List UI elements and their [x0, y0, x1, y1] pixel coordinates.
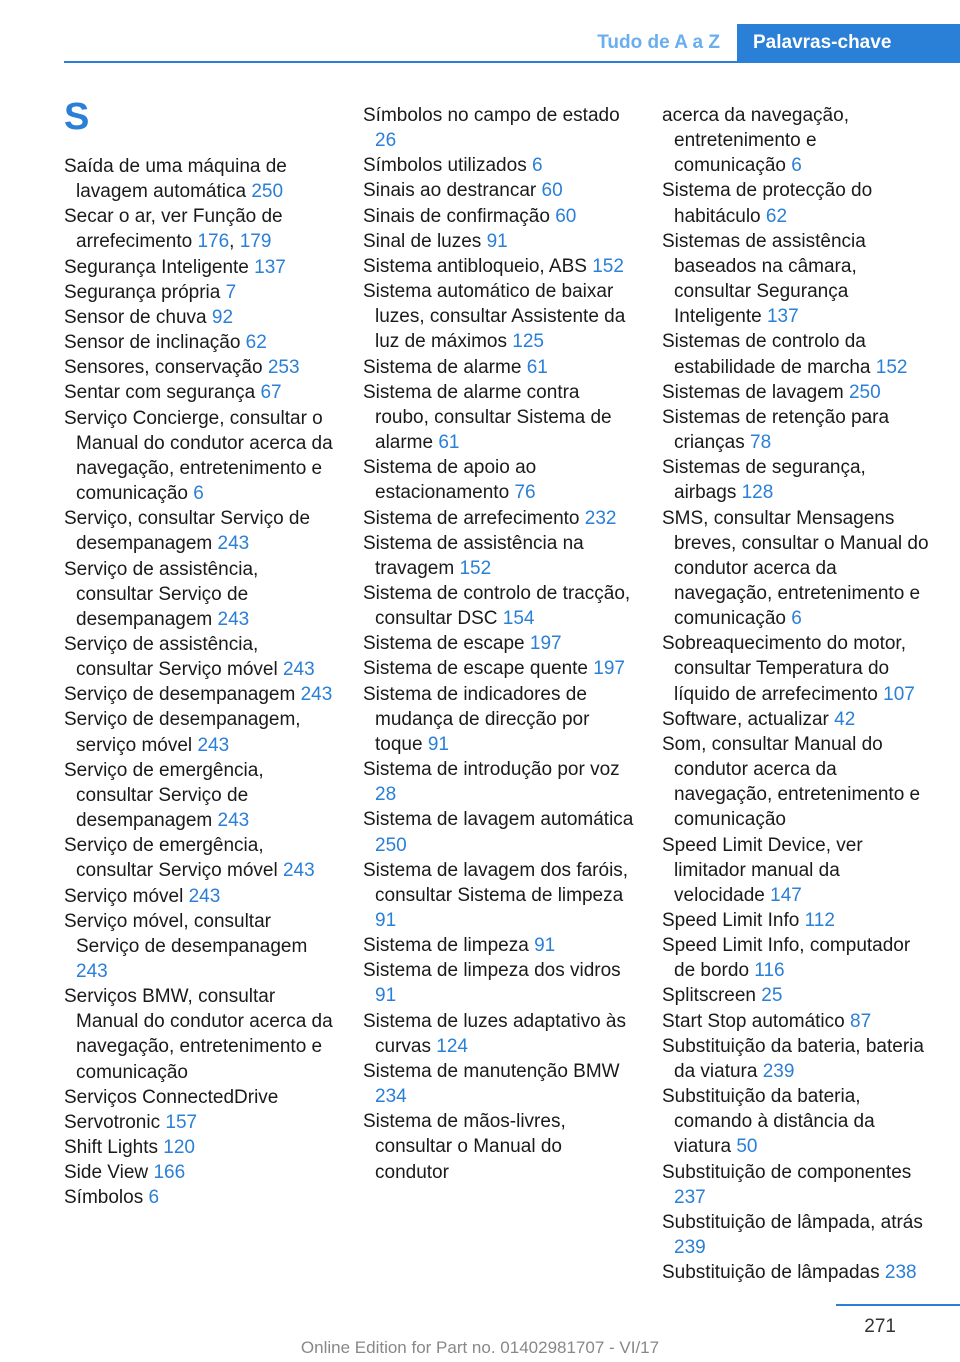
page-reference-link[interactable]: 26 [375, 130, 397, 152]
index-entry [662, 329, 930, 379]
index-term: Sistema de apoio ao estacionamento [363, 457, 537, 504]
page-reference-link[interactable]: 76 [514, 482, 536, 504]
index-term: Shift Lights [64, 1137, 158, 1159]
page-reference-link[interactable]: 60 [555, 205, 577, 227]
page-reference-link[interactable]: 6 [193, 483, 204, 505]
page-reference-link[interactable]: 176 [197, 231, 230, 253]
index-term: Substituição de lâmpada, atrás [662, 1211, 923, 1233]
page-reference-link[interactable]: 107 [883, 683, 915, 705]
index-entry [363, 1059, 635, 1109]
index-term: Sistema de manutenção BMW [363, 1060, 620, 1082]
page-reference-link[interactable]: 6 [791, 608, 802, 630]
index-term: Símbolos no campo de estado [363, 105, 620, 126]
index-entry [662, 707, 930, 732]
page-reference-link[interactable]: 232 [584, 507, 617, 529]
page-reference-link[interactable]: 125 [512, 331, 544, 353]
index-entry [662, 1084, 930, 1159]
section-letter: S [64, 96, 90, 138]
index-term: Sensor de inclinação [64, 332, 241, 354]
page-reference-link[interactable]: 42 [834, 708, 856, 730]
index-term: Speed Limit Info, computador de bordo [662, 935, 911, 982]
index-term: Speed Limit Info [662, 910, 800, 931]
index-term: Sensor de chuva [64, 306, 207, 328]
index-term: Sistema de controlo de tracção, consultar DSC [363, 582, 631, 630]
index-term: Serviço de desempanagem [64, 684, 296, 706]
index-term: Serviço de assistência, consultar Serviço móvel [64, 633, 278, 681]
index-term: Serviços BMW, consultar Manual do condutor acerca da navegação, entretenimento e comunicação [64, 986, 333, 1083]
page-reference-link[interactable]: 60 [541, 180, 563, 202]
edition-note: Online Edition for Part no. 01402981707 - VI/17 [300, 1338, 660, 1357]
index-term: Sistema de limpeza dos vidros [363, 960, 621, 982]
index-entry [363, 178, 635, 203]
index-term: Speed Limit Device, ver limitador manual da velocidade [662, 834, 863, 906]
page-reference-link[interactable]: 137 [254, 256, 286, 278]
page-reference-link[interactable]: 87 [850, 1010, 872, 1032]
index-entry [363, 858, 635, 933]
index-entry [662, 631, 930, 706]
index-term: Sistema de limpeza [363, 935, 529, 957]
index-entry [363, 682, 635, 757]
index-term: Side View [64, 1162, 149, 1184]
index-term: Substituição da bateria, comando à distância da viatura [662, 1086, 875, 1158]
page-reference-link[interactable]: 6 [148, 1187, 160, 1209]
index-entry [363, 581, 635, 631]
index-entry [363, 506, 635, 531]
index-entry [662, 455, 930, 505]
index-entry [363, 355, 635, 380]
index-term: Sistemas de controlo da estabilidade de marcha [662, 331, 871, 378]
page-reference-link[interactable]: 243 [300, 684, 333, 706]
index-term: Símbolos utilizados [363, 155, 527, 177]
page-reference-link[interactable]: 238 [884, 1262, 917, 1284]
index-entry [363, 656, 635, 681]
index-entry [64, 707, 336, 757]
page-reference-link[interactable]: 243 [197, 734, 230, 756]
page-reference-link[interactable]: 250 [848, 381, 881, 403]
index-entry [64, 884, 336, 909]
index-term: Sistema de arrefecimento [363, 507, 580, 529]
page-reference-link[interactable]: 67 [260, 382, 282, 404]
index-entry [64, 682, 336, 707]
tab-tudo-de-a-a-z[interactable]: Tudo de A a Z [597, 32, 720, 53]
index-term: Sensores, conservação [64, 357, 263, 379]
index-entry [64, 1085, 336, 1110]
page-reference-link[interactable]: 157 [165, 1111, 198, 1133]
index-term: SMS, consultar Mensagens breves, consultar o Manual do condutor acerca da navegação, entretenimento e comunicação [662, 507, 929, 630]
page-reference-link[interactable]: 237 [674, 1186, 706, 1208]
page-reference-link[interactable]: 243 [282, 860, 315, 882]
index-entry [662, 983, 930, 1008]
index-entry [662, 933, 930, 983]
index-term: Serviço de emergência, consultar Serviço de desempanagem [64, 759, 264, 832]
index-entry [363, 807, 635, 857]
index-entry [662, 1034, 930, 1084]
page-reference-link[interactable]: 28 [375, 784, 397, 806]
index-term: Sinais ao destrancar [363, 180, 537, 202]
page-reference-link[interactable]: 243 [76, 961, 108, 982]
index-entry [662, 103, 930, 178]
page-reference-link[interactable]: 61 [526, 356, 548, 378]
index-term: Saída de uma máquina de lavagem automática [64, 156, 287, 203]
page-reference-link[interactable]: 6 [531, 155, 543, 177]
index-entry [662, 178, 930, 228]
footer-rule [836, 1304, 960, 1306]
index-term: Serviços ConnectedDrive [64, 1086, 279, 1108]
index-term: Servotronic [64, 1111, 161, 1133]
page-reference-link[interactable]: 253 [267, 357, 300, 379]
index-term: Sistemas de lavagem [662, 381, 844, 403]
index-term: Segurança Inteligente [64, 256, 249, 278]
page-reference-link[interactable]: 250 [251, 181, 284, 203]
index-entry [64, 255, 336, 280]
index-term: Software, actualizar [662, 708, 829, 730]
index-entry [662, 833, 930, 908]
page-reference-link[interactable]: 152 [875, 356, 908, 378]
page-reference-link[interactable]: 112 [804, 910, 835, 931]
index-term: Sistema antibloqueio, ABS [363, 255, 587, 277]
index-entry [363, 103, 635, 153]
index-entry [64, 1160, 336, 1185]
index-entry [662, 405, 930, 455]
index-entry [363, 1109, 635, 1184]
index-entry [64, 758, 336, 833]
index-entry [363, 757, 635, 807]
page-reference-link[interactable]: 124 [436, 1035, 468, 1057]
page-reference-link[interactable]: 62 [765, 205, 788, 227]
page-reference-link[interactable]: 197 [529, 633, 562, 655]
index-term: Som, consultar Manual do condutor acerca da navegação, entretenimento e comunicação [662, 733, 921, 831]
index-term: Serviço de assistência, consultar Serviço de desempanagem [64, 558, 259, 630]
index-entry [662, 1210, 930, 1260]
index-term: Sistema de alarme contra roubo, consultar Sistema de alarme [363, 381, 612, 454]
page-reference-link[interactable]: 239 [674, 1237, 706, 1259]
index-entry [64, 280, 336, 305]
tab-palavras-chave[interactable]: Palavras-chave [737, 24, 960, 62]
page-reference-link[interactable]: 50 [736, 1136, 758, 1158]
index-entry [64, 557, 336, 632]
index-term: Splitscreen [662, 985, 756, 1007]
page-reference-link[interactable]: 7 [225, 281, 237, 303]
page-reference-link[interactable]: 25 [761, 985, 783, 1007]
index-column-1 [64, 154, 336, 1211]
index-term: Sistema de introdução por voz [363, 759, 620, 781]
index-entry [64, 305, 336, 330]
index-term: Sinais de confirmação [363, 205, 550, 227]
page-reference-link[interactable]: 243 [188, 885, 221, 907]
index-entry [363, 1009, 635, 1059]
page-reference-link[interactable]: 128 [741, 482, 774, 504]
index-entry [64, 154, 336, 204]
index-term: Serviço de desempanagem, serviço móvel [64, 709, 301, 756]
index-term: Substituição de componentes [662, 1161, 912, 1183]
page-reference-link[interactable]: 243 [217, 608, 250, 630]
index-entry [363, 531, 635, 581]
index-term: Segurança própria [64, 281, 221, 303]
page-reference-link[interactable]: 147 [770, 884, 802, 906]
index-entry [662, 732, 930, 833]
page-reference-link[interactable]: 243 [217, 810, 250, 832]
index-column-2 [363, 103, 635, 1185]
page-reference-link[interactable]: 92 [211, 306, 234, 328]
index-term: Sistemas de assistência baseados na câmara, consultar Segurança Inteligente [662, 230, 866, 328]
index-term: Sistema automático de baixar luzes, consultar Assistente da luz de máximos [363, 281, 626, 353]
index-term: Sinal de luzes [363, 230, 482, 252]
page-reference-link[interactable]: 152 [459, 557, 492, 579]
page-reference-link[interactable]: 61 [438, 432, 460, 454]
index-entry [64, 355, 336, 380]
page-reference-link[interactable]: 154 [502, 608, 535, 630]
index-term: Sistema de lavagem automática [363, 809, 634, 831]
index-term: acerca da navegação, entretenimento e comunicação [662, 105, 849, 177]
page-reference-link[interactable]: 152 [592, 255, 624, 277]
index-term: Sistema de escape [363, 633, 525, 655]
index-entry [662, 1260, 930, 1285]
index-entry [363, 380, 635, 455]
index-term: Sistema de lavagem dos faróis, consultar Sistema de limpeza [363, 859, 629, 906]
index-term: Sistema de protecção do habitáculo [662, 180, 873, 227]
index-entry [64, 1185, 336, 1210]
index-term: Substituição de lâmpadas [662, 1262, 880, 1284]
page-reference-link[interactable]: 239 [762, 1060, 795, 1082]
page-reference-link[interactable]: 179 [239, 231, 272, 253]
index-entry [662, 1160, 930, 1210]
index-term: Serviço de emergência, consultar Serviço móvel [64, 835, 278, 882]
page-reference-link[interactable]: 243 [282, 659, 315, 681]
page-reference-link[interactable]: 234 [375, 1086, 407, 1108]
index-entry [64, 506, 336, 556]
index-term: Serviço, consultar Serviço de desempanagem [64, 508, 311, 555]
index-entry [662, 506, 930, 632]
index-term: Sistema de luzes adaptativo às curvas [363, 1010, 626, 1057]
index-entry [64, 380, 336, 405]
index-entry [64, 1135, 336, 1160]
page-reference-link[interactable]: 91 [486, 230, 508, 252]
index-term: Serviço móvel, consultar Serviço de desempanagem [64, 910, 308, 957]
index-entry [64, 984, 336, 1085]
index-term: Sistemas de retenção para crianças [662, 406, 890, 454]
page-reference-link[interactable]: 116 [754, 960, 785, 982]
index-term: Serviço Concierge, consultar o Manual do condutor acerca da navegação, entretenimento e comunicação [64, 407, 333, 505]
index-term: Sistema de assistência na travagem [363, 532, 584, 579]
index-term: Sobreaquecimento do motor, consultar Temperatura do líquido de arrefecimento [662, 633, 906, 705]
index-term: Sistema de mãos-livres, consultar o Manual do condutor [363, 1111, 566, 1183]
index-entry [363, 279, 635, 354]
index-entry [64, 406, 336, 507]
index-term: Sistema de indicadores de mudança de direcção por toque [363, 683, 590, 755]
page-reference-link[interactable]: 62 [245, 332, 267, 354]
index-column-3 [662, 103, 930, 1285]
index-entry [363, 153, 635, 178]
index-entry [64, 632, 336, 682]
index-entry [64, 833, 336, 883]
page-reference-link[interactable]: 243 [217, 533, 250, 555]
index-entry [662, 1009, 930, 1034]
index-term: Start Stop automático [662, 1010, 845, 1032]
index-entry [363, 254, 635, 279]
index-term: Serviço móvel [64, 885, 184, 907]
index-entry [662, 380, 930, 405]
page-reference-link[interactable]: 120 [163, 1137, 195, 1159]
page-reference-link[interactable]: 250 [375, 834, 407, 856]
page-reference-link[interactable]: 91 [534, 935, 556, 957]
page-reference-link[interactable]: 91 [427, 733, 449, 755]
index-entry [363, 229, 635, 254]
index-term: Sentar com segurança [64, 382, 256, 404]
index-entry [363, 204, 635, 229]
page-reference-link[interactable]: 197 [593, 658, 625, 680]
index-entry [64, 330, 336, 355]
page-reference-link[interactable]: 166 [153, 1162, 186, 1184]
index-term: Sistema de alarme [363, 356, 522, 378]
index-term: Símbolos [64, 1187, 144, 1209]
page-reference-link[interactable]: 78 [750, 432, 772, 454]
index-term: Sistemas de segurança, airbags [662, 457, 866, 504]
page-reference-link[interactable]: 91 [375, 985, 397, 1007]
index-entry [64, 1110, 336, 1135]
index-entry [662, 908, 930, 933]
index-entry [363, 933, 635, 958]
index-entry [662, 229, 930, 330]
page-number: 271 [864, 1316, 896, 1337]
index-entry [363, 631, 635, 656]
index-term: Substituição da bateria, bateria da viatura [662, 1035, 924, 1082]
index-term: Secar o ar, ver Função de arrefecimento [64, 206, 283, 253]
index-entry [64, 909, 336, 984]
page-reference-link[interactable]: 6 [791, 155, 802, 177]
index-term: Sistema de escape quente [363, 658, 588, 680]
index-entry [363, 455, 635, 505]
page-reference-link[interactable]: 137 [766, 306, 799, 328]
page-reference-link[interactable]: 91 [375, 910, 397, 931]
index-entry: Secar o ar, ver Função de arrefecimento 176, 179 [64, 206, 283, 253]
index-entry [363, 958, 635, 1008]
